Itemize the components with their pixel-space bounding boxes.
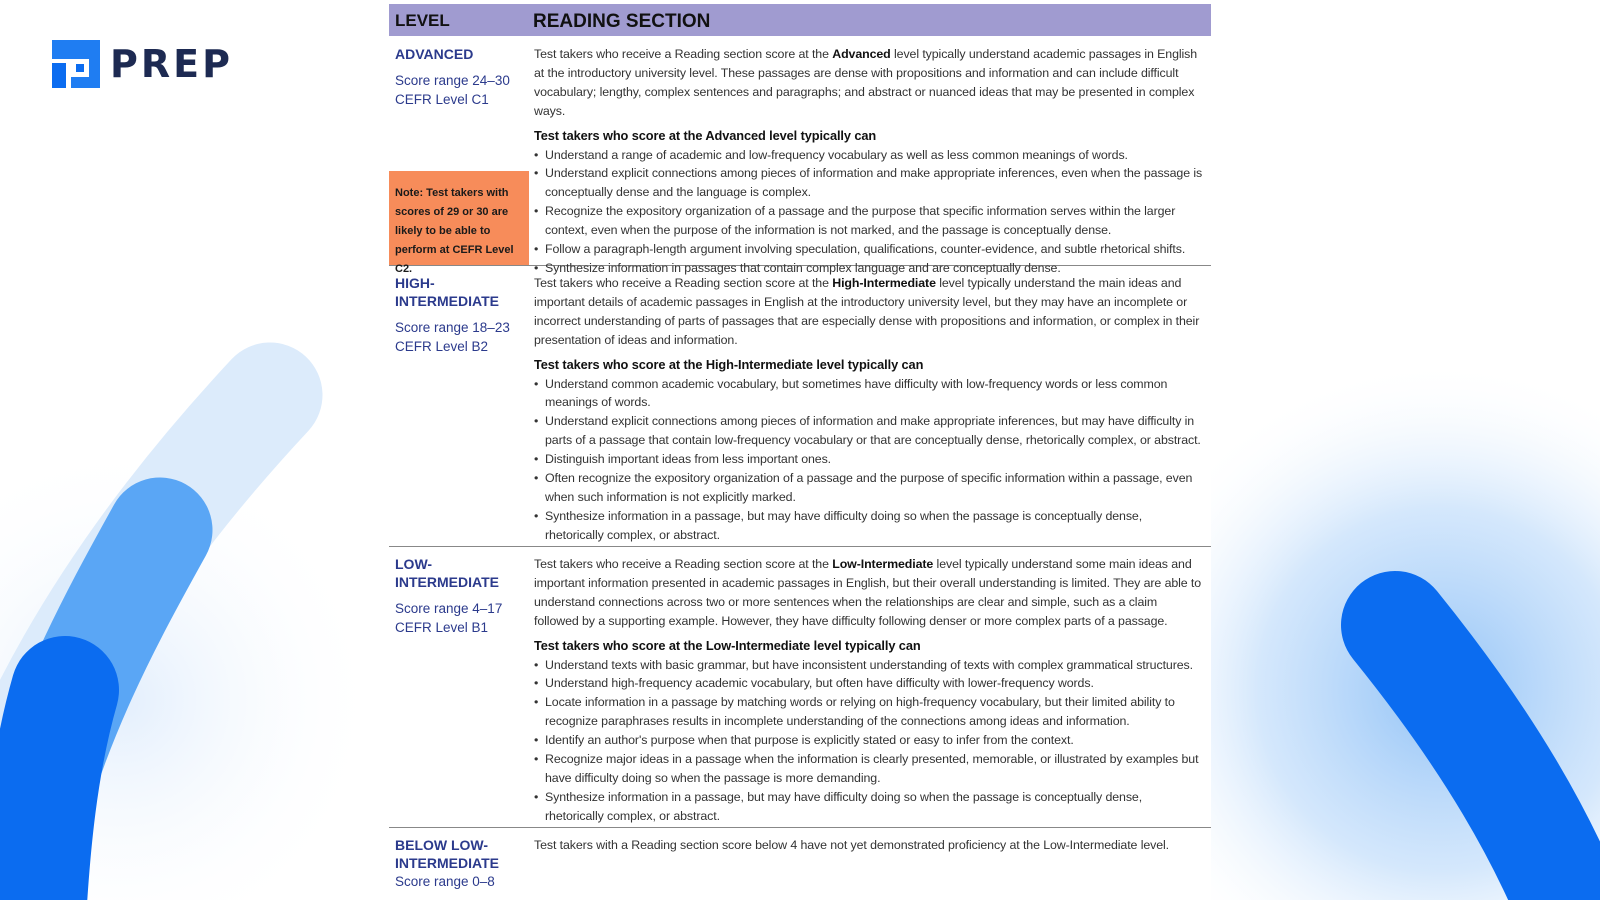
row-high-intermediate [389, 266, 1211, 547]
list-item: • Understand a range of academic and low-frequency vocabulary as well as less common meanings of words. [534, 146, 1203, 165]
can-do-list [534, 656, 1203, 826]
list-item: • Recognize the expository organization of a passage and the purpose that specific information serves within the larger context, even when the purpose of the information is not marked, and the passage is conceptually dense. [534, 202, 1203, 240]
list-item: • Locate information in a passage by matching words or relying on high-frequency vocabulary, but their limited ability to recognize paraphrases results in incomplete understanding of the connections among ideas and information. [534, 693, 1203, 731]
description-cell [529, 37, 1211, 275]
c2-note: Note: Test takers with scores of 29 or 30 are likely to be able to perform at CEFR Level C2. [389, 171, 529, 265]
description-cell [529, 547, 1211, 827]
level-intro: Test takers who receive a Reading section score at the Low-Intermediate level typically understand some main ideas and important information presented in academic passages in English, but their overall understanding is limited. They are able to understand connections across two or more sentences when the relationships are clear and simple, such as a claim followed by a supporting example. However, they have difficulty following denser or more complex parts of a passage. [534, 557, 1202, 628]
can-do-list [534, 375, 1203, 545]
list-item: • Identify an author's purpose when that purpose is explicitly stated or easy to infer from the context. [534, 731, 1203, 750]
level-meta [389, 63, 529, 109]
row-below-low-intermediate [389, 828, 1211, 891]
level-name: ADVANCED [395, 46, 474, 62]
can-do-list [534, 146, 1203, 278]
list-item: • Often recognize the expository organization of a passage and the purpose of specific information within a passage, even when such information is not explicitly marked. [534, 469, 1203, 507]
level-cell [389, 37, 529, 275]
list-item: • Follow a paragraph-length argument involving speculation, qualifications, counter-evidence, and subtle rhetorical shifts. [534, 240, 1203, 259]
level-meta [389, 872, 529, 891]
level-cell [389, 266, 529, 546]
level-cell [389, 547, 529, 827]
prep-logo[interactable] [50, 38, 233, 90]
list-item: • Understand high-frequency academic vocabulary, but often have difficulty with lower-frequency words. [534, 674, 1203, 693]
score-range: Score range 24–30 [395, 73, 510, 88]
reading-score-table [389, 4, 1211, 900]
row-low-intermediate [389, 547, 1211, 828]
can-do-heading: Test takers who score at the Advanced level typically can [534, 127, 877, 143]
cefr-level: CEFR Level C1 [395, 92, 489, 107]
list-item: • Synthesize information in a passage, but may have difficulty doing so when the passage is conceptually dense, rhetorically complex, or abstract. [534, 507, 1203, 545]
cefr-level: CEFR Level B1 [395, 620, 489, 635]
brand-name: PREP [110, 42, 233, 86]
score-range: Score range 18–23 [395, 320, 510, 335]
list-item: • Recognize major ideas in a passage when the information is clearly presented, memorable, or illustrated by examples but have difficulty doing so when the passage is more demanding. [534, 750, 1203, 788]
level-name: BELOW LOW-INTERMEDIATE [395, 837, 499, 871]
can-do-heading: Test takers who score at the High-Intermediate level typically can [534, 356, 924, 372]
level-meta [389, 310, 529, 356]
header-level: LEVEL [395, 11, 450, 30]
list-item: • Understand explicit connections among pieces of information and make appropriate inferences, even when the passage is conceptually dense and the language is complex. [534, 164, 1203, 202]
list-item: • Synthesize information in passages that contain complex language and are conceptually dense. [534, 259, 1203, 278]
list-item: • Understand common academic vocabulary, but sometimes have difficulty with low-frequency words or less common meanings of words. [534, 375, 1203, 413]
level-intro: Test takers who receive a Reading section score at the High-Intermediate level typically understand the main ideas and important details of academic passages in English at the introductory university level, but they may have an incomplete or incorrect understanding of parts of passages that are especially dense with propositions and information, or complex in their presentation of ideas and information. [534, 276, 1200, 347]
can-do-heading: Test takers who score at the Low-Intermediate level typically can [534, 637, 921, 653]
list-item: • Distinguish important ideas from less important ones. [534, 450, 1203, 469]
description-cell [529, 266, 1211, 546]
table-header [389, 4, 1211, 37]
list-item: • Understand texts with basic grammar, but have inconsistent understanding of texts with complex grammatical structures. [534, 656, 1203, 675]
list-item: • Synthesize information in a passage, but may have difficulty doing so when the passage is conceptually dense, rhetorically complex, or abstract. [534, 788, 1203, 826]
description-cell [529, 828, 1211, 891]
level-cell [389, 828, 529, 891]
level-intro: Test takers who receive a Reading section score at the Advanced level typically understand academic passages in English at the introductory university level. These passages are dense with propositions and information and can include difficult vocabulary; lengthy, complex sentences and paragraphs; and abstract or nuanced ideas that may be presented in complex ways. [534, 47, 1198, 118]
level-meta [389, 591, 529, 637]
level-name: LOW-INTERMEDIATE [395, 556, 499, 590]
prep-logo-icon [50, 38, 102, 90]
score-range: Score range 0–8 [395, 874, 495, 889]
list-item: • Understand explicit connections among pieces of information and make appropriate inferences, but may have difficulty in parts of a passage that contain low-frequency vocabulary or that are conceptually dense, rhetorically complex, or abstract. [534, 412, 1203, 450]
header-reading-section: READING SECTION [533, 11, 711, 32]
cefr-level: CEFR Level B2 [395, 339, 489, 354]
score-range: Score range 4–17 [395, 601, 503, 616]
level-intro: Test takers with a Reading section score below 4 have not yet demonstrated proficiency at the Low-Intermediate level. [534, 838, 1170, 852]
level-name: HIGH-INTERMEDIATE [395, 275, 499, 309]
left-arc-dark [30, 690, 65, 900]
row-advanced [389, 37, 1211, 275]
